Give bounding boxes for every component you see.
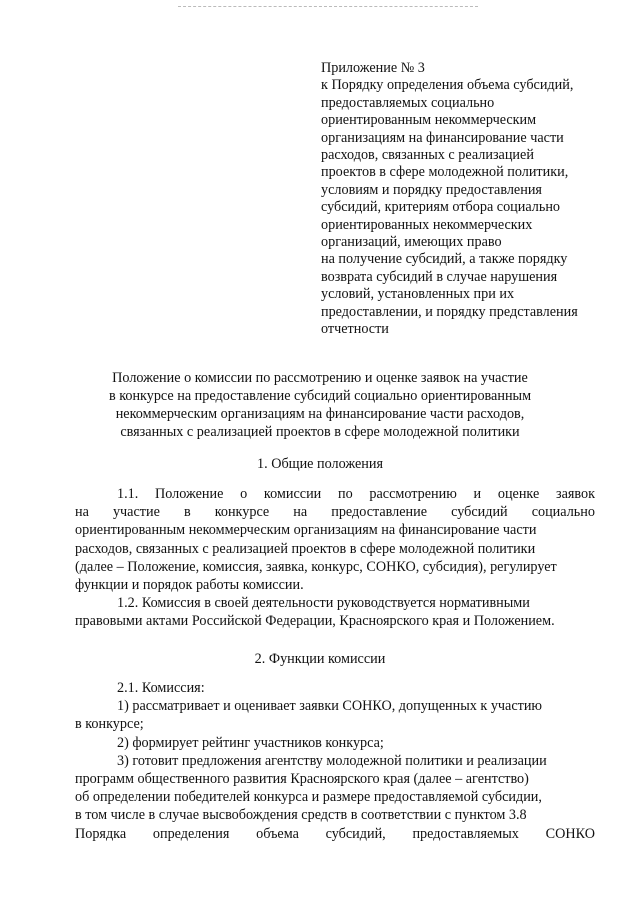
word: комиссии [263,486,322,502]
appendix-line: ориентированных некоммерческих [321,216,533,233]
word: заявок [555,486,595,502]
appendix-line: предоставлении, и порядку представления [321,303,578,320]
paragraph-line: ориентированным некоммерческим организациям на финансирование части [75,522,537,539]
word: оценке [497,486,540,502]
appendix-line: на получение субсидий, а также порядку [321,251,568,268]
scan-edge-line [178,6,478,7]
paragraph-1-1 [75,485,595,594]
section-heading-text: 2. Функции комиссии [254,651,386,667]
paragraph-line [75,825,595,843]
paragraph-line: об определении победителей конкурса и размере предоставляемой субсидии, [75,789,542,806]
word: предоставление [331,504,428,521]
appendix-line: расходов, связанных с реализацией [321,147,534,164]
word: рассмотрению [369,486,457,502]
word: по [337,486,353,502]
word: определения [152,825,230,842]
title-line: некоммерческим организациям на финансирование части расходов, [115,406,525,422]
appendix-line: к Порядку определения объема субсидий, [321,77,574,94]
word: социально [531,504,595,521]
word: Порядка [75,825,127,842]
paragraph-line: 2.1. Комиссия: [117,680,205,696]
word: в [183,504,191,521]
paragraph-line: функции и порядок работы комиссии. [75,577,304,594]
appendix-line: субсидий, критериям отбора социально [321,199,561,216]
paragraph-2-1 [75,679,595,843]
appendix-line: возврата субсидий в случае нарушения [321,268,558,285]
word: субсидий, [325,825,386,842]
list-item-2: 2) формирует рейтинг участников конкурса; [117,734,384,751]
title-line: в конкурсе на предоставление субсидий социально ориентированным [108,388,532,404]
appendix-line: проектов в сфере молодежной политики, [321,164,569,181]
paragraph-line: расходов, связанных с реализацией проектов в сфере молодежной политики [75,540,536,557]
paragraph-line: (далее – Положение, комиссия, заявка, конкурс, СОНКО, субсидия), регулирует [75,558,557,575]
title-line: связанных с реализацией проектов в сфере молодежной политики [120,424,520,440]
appendix-line: отчетности [321,321,389,338]
word: Положение [155,486,224,502]
section-1-heading [60,455,580,473]
appendix-line: организаций, имеющих право [321,234,502,251]
word: 1.1. [117,486,139,502]
appendix-line: ориентированным некоммерческим [321,112,537,129]
paragraph-line: правовыми актами Российской Федерации, Красноярского края и Положением. [75,613,555,630]
word: участие [112,504,160,521]
word: объема [256,825,299,842]
appendix-line: условий, установленных при их [321,286,515,303]
word: на [75,504,89,521]
word: о [240,486,248,502]
word: и [473,486,482,502]
paragraph-line: в конкурсе; [75,716,144,733]
section-heading-text: 1. Общие положения [257,456,383,472]
list-item-1: 1) рассматривает и оценивает заявки СОНКО, допущенных к участию [117,698,543,715]
appendix-line: условиям и порядку предоставления [321,181,542,198]
appendix-line: предоставляемых социально [321,94,495,111]
word: предоставляемых [412,825,519,842]
appendix-header [321,60,621,339]
word: конкурсе [214,504,270,521]
list-item-3: 3) готовит предложения агентству молодежной политики и реализации [117,752,547,769]
paragraph-line [75,503,595,521]
title-line: Положение о комиссии по рассмотрению и оценке заявок на участие [112,370,528,386]
word: субсидий [451,504,508,521]
section-2-heading [60,650,580,668]
word: на [293,504,308,521]
paragraph-line: программ общественного развития Красноярского края (далее – агентство) [75,771,529,788]
paragraph-line: в том числе в случае высвобождения средств в соответствии с пунктом 3.8 [75,807,527,824]
appendix-line: Приложение № 3 [321,60,425,76]
appendix-line: организациям на финансирование части [321,129,564,146]
paragraph-line: 1.2. Комиссия в своей деятельности руководствуется нормативными [117,595,530,611]
paragraph-line [75,485,595,503]
paragraph-1-2 [75,594,595,630]
document-title [60,369,580,441]
word: СОНКО [545,825,595,842]
